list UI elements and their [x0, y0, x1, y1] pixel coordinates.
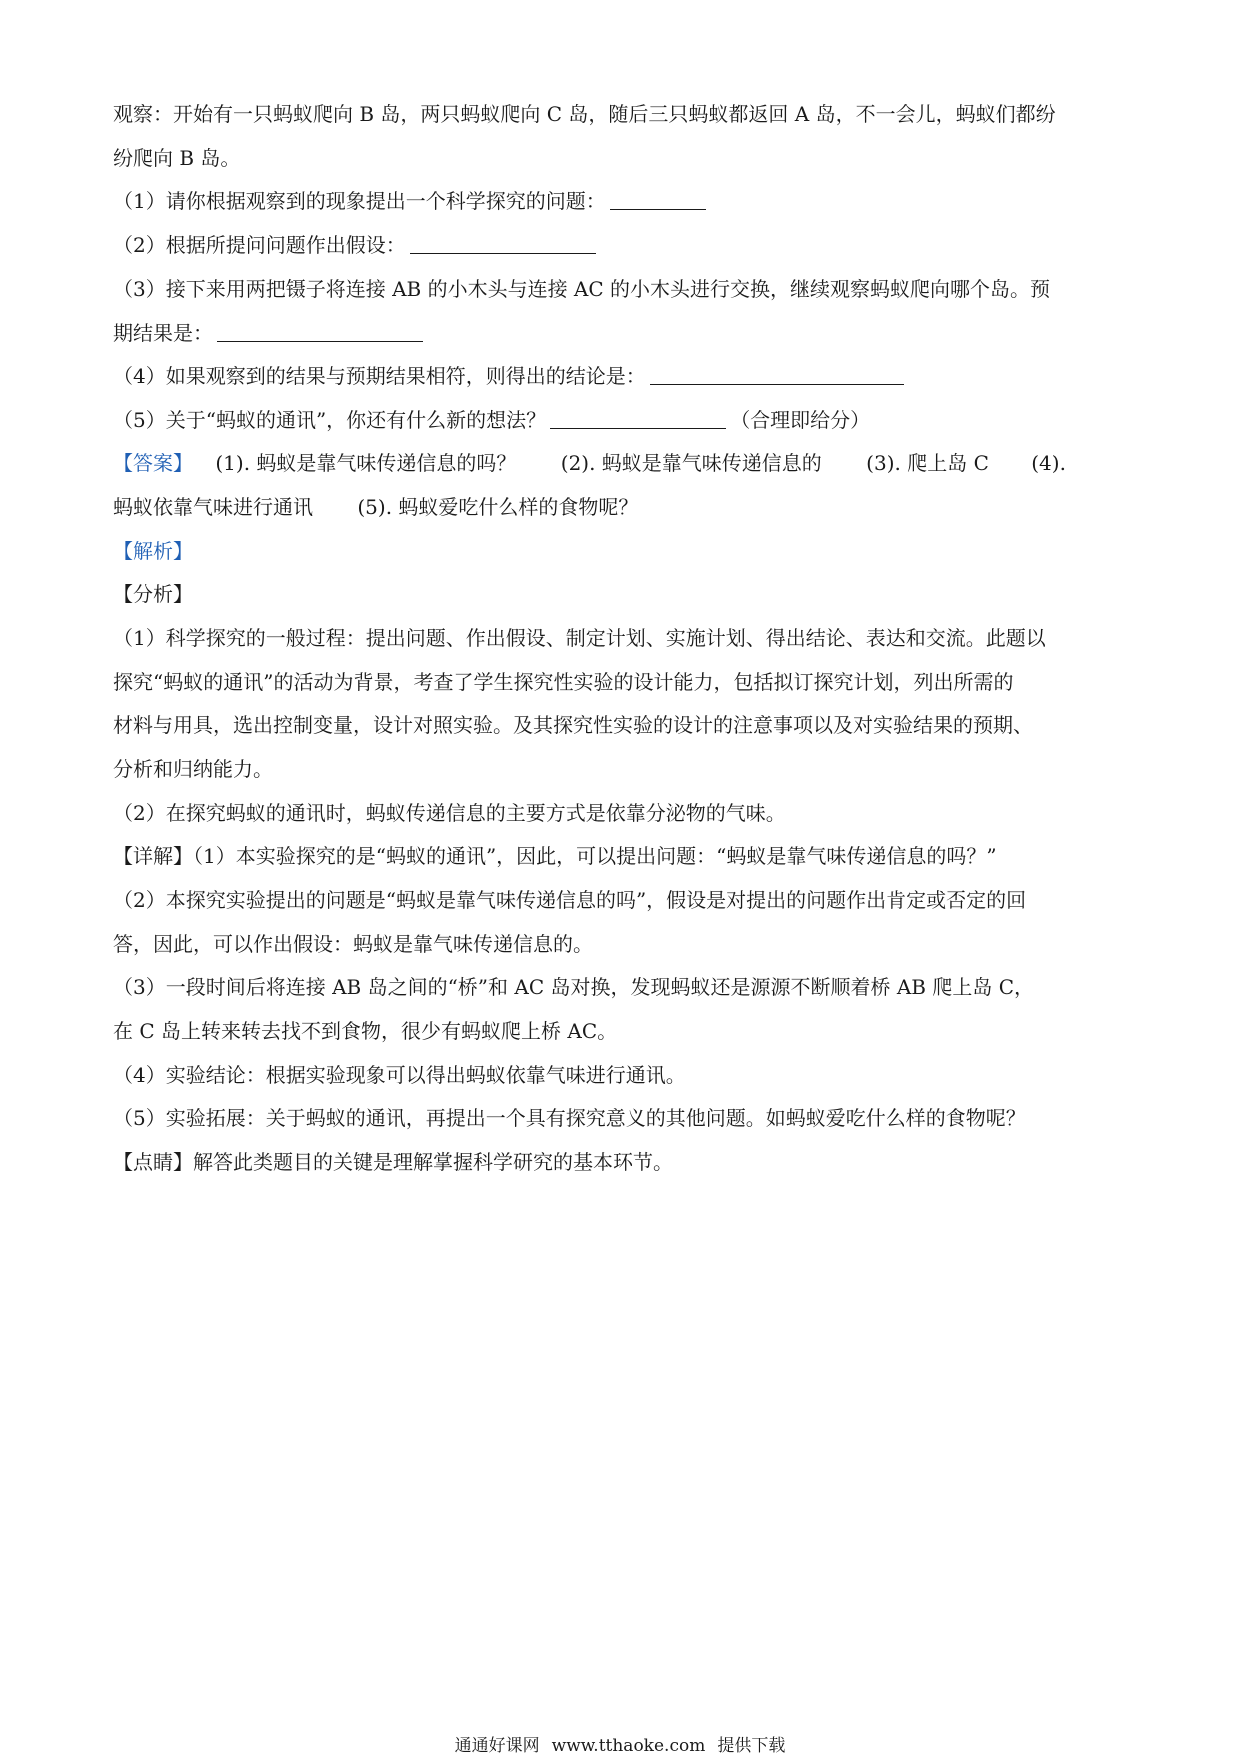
answer-4-label: (4).: [1031, 451, 1066, 475]
footer-brand: 通通好课网: [454, 1736, 540, 1756]
analysis-p1-line-1: （1）科学探究的一般过程：提出问题、作出假设、制定计划、实施计划、得出结论、表达和交流。此题以: [113, 626, 1046, 650]
question-1: [113, 187, 710, 215]
answer-line-1: [113, 449, 1066, 477]
answer-2: (2). 蚂蚁是靠气味传递信息的: [560, 451, 822, 475]
footer-site-link[interactable]: www.tthaoke.com: [551, 1736, 706, 1756]
question-3-text: 期结果是：: [113, 321, 213, 345]
question-2: [113, 231, 600, 259]
analysis-heading: 【分析】: [113, 582, 193, 606]
detail-3-line-2: 在 C 岛上转来转去找不到食物，很少有蚂蚁爬上桥 AC。: [113, 1019, 618, 1043]
answer-blank-5: [550, 408, 726, 429]
answer-line-2: [113, 493, 638, 521]
detail-5: （5）实验拓展：关于蚂蚁的通讯，再提出一个具有探究意义的其他问题。如蚂蚁爱吃什么样的食物呢？: [113, 1106, 1026, 1130]
answer-tag: 【答案】: [113, 451, 193, 475]
question-1-text: （1）请你根据观察到的现象提出一个科学探究的问题：: [113, 189, 606, 213]
answer-4-text: 蚂蚁依靠气味进行通讯: [113, 495, 313, 519]
question-4-text: （4）如果观察到的结果与预期结果相符，则得出的结论是：: [113, 364, 646, 388]
question-3-line-2: [113, 319, 427, 347]
observation-line-1: 观察：开始有一只蚂蚁爬向 B 岛，两只蚂蚁爬向 C 岛，随后三只蚂蚁都返回 A 岛，不一会儿，蚂蚁们都纷: [113, 102, 1056, 126]
question-4: [113, 362, 908, 390]
detail-2-line-1: （2）本探究实验提出的问题是“蚂蚁是靠气味传递信息的吗”，假设是对提出的问题作出肯定或否定的回: [113, 888, 1027, 912]
analysis-p2: （2）在探究蚂蚁的通讯时，蚂蚁传递信息的主要方式是依靠分泌物的气味。: [113, 801, 786, 825]
answer-1: (1). 蚂蚁是靠气味传递信息的吗？: [215, 451, 517, 475]
detail-tip: 【点睛】解答此类题目的关键是理解掌握科学研究的基本环节。: [113, 1150, 673, 1174]
analysis-p1-line-3: 材料与用具，选出控制变量，设计对照实验。及其探究性实验的设计的注意事项以及对实验结果的预期、: [113, 713, 1033, 737]
question-2-text: （2）根据所提问问题作出假设：: [113, 233, 406, 257]
footer-download: 提供下载: [717, 1736, 786, 1756]
answer-blank-4: [650, 364, 904, 385]
page-footer: [0, 1731, 1240, 1756]
analysis-p1-line-4: 分析和归纳能力。: [113, 757, 273, 781]
question-5: [113, 406, 870, 434]
analysis-tag: 【解析】: [113, 539, 193, 563]
question-5-text: （5）关于“蚂蚁的通讯”，你还有什么新的想法？: [113, 408, 547, 432]
observation-line-2: 纷爬向 B 岛。: [113, 146, 241, 170]
answer-blank-3: [217, 321, 423, 342]
detail-1: 【详解】（1）本实验探究的是“蚂蚁的通讯”，因此，可以提出问题：“蚂蚁是靠气味传递信息的吗？”: [113, 844, 997, 868]
analysis-p1-line-2: 探究“蚂蚁的通讯”的活动为背景，考查了学生探究性实验的设计能力，包括拟订探究计划，列出所需的: [113, 670, 1014, 694]
answer-blank-1: [610, 189, 706, 210]
answer-blank-2: [410, 233, 596, 254]
question-5-suffix: （合理即给分）: [730, 408, 871, 432]
detail-3-line-1: （3）一段时间后将连接 AB 岛之间的“桥”和 AC 岛对换，发现蚂蚁还是源源不断顺着桥 AB 爬上岛 C，: [113, 975, 1035, 999]
detail-4: （4）实验结论：根据实验现象可以得出蚂蚁依靠气味进行通讯。: [113, 1063, 686, 1087]
detail-2-line-2: 答，因此，可以作出假设：蚂蚁是靠气味传递信息的。: [113, 932, 593, 956]
answer-5: (5). 蚂蚁爱吃什么样的食物呢？: [357, 495, 639, 519]
question-3-line-1: （3）接下来用两把镊子将连接 AB 的小木头与连接 AC 的小木头进行交换，继续观察蚂蚁爬向哪个岛。预: [113, 277, 1051, 301]
answer-3: (3). 爬上岛 C: [866, 451, 989, 475]
